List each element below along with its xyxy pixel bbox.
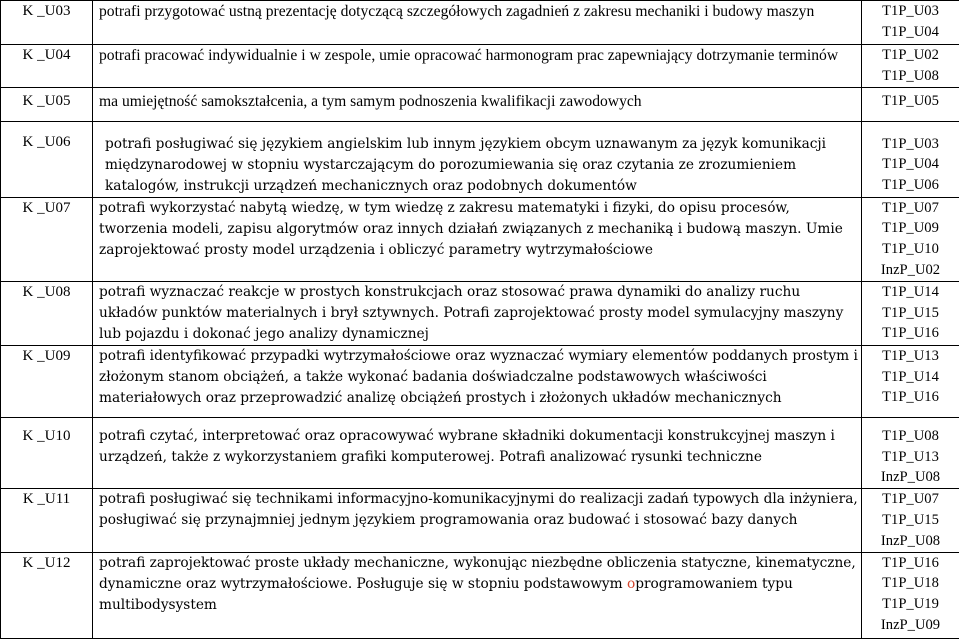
outcome-code: K _U11 — [1, 489, 93, 552]
outcome-code: K _U09 — [1, 345, 93, 417]
outcome-code: K _U04 — [1, 45, 93, 88]
outcome-refs: T1P_U08 T1P_U13 InzP_U08 — [862, 417, 959, 488]
outcome-description: potrafi wykorzystać nabytą wiedzę, w tym wiedzę z zakresu matematyki i fizyki, do opisu procesów, tworzenia modeli, zapisu algorytmów oraz innych działań związanych z mechaniką i budową maszyn. Umie zaprojektować prosty model urządzenia i obliczyć parametry wytrzymałościowe — [93, 197, 862, 281]
table-row — [1, 121, 959, 197]
table-row — [1, 489, 959, 552]
outcome-code: K _U06 — [1, 121, 93, 197]
outcome-description: potrafi czytać, interpretować oraz opracowywać wybrane składniki dokumentacji konstrukcyjnej maszyn i urządzeń, także z wykorzystaniem grafiki komputerowej. Potrafi analizować rysunki techniczne — [93, 417, 862, 488]
table-row — [1, 1, 959, 45]
outcome-description: potrafi posługiwać się technikami informacyjno-komunikacyjnymi do realizacji zadań typowych dla inżyniera, posługiwać się przynajmniej jednym językiem programowania oraz budować i stosować bazy danych — [93, 489, 862, 552]
table-row — [1, 197, 959, 281]
outcome-refs: T1P_U07 T1P_U09 T1P_U10 InzP_U02 — [862, 197, 959, 281]
outcome-description: potrafi posługiwać się językiem angielskim lub innym językiem obcym uznawanym za język komunikacji międzynarodowej w stopniu wystarczającym do porozumiewania się oraz czytania ze zrozumieniem katalogów, instrukcji urządzeń mechanicznych oraz podobnych dokumentów — [93, 121, 862, 197]
outcome-code: K _U10 — [1, 417, 93, 488]
outcome-code: K _U05 — [1, 87, 93, 121]
outcome-description: ma umiejętność samokształcenia, a tym samym podnoszenia kwalifikacji zawodowych — [93, 87, 862, 121]
table-row — [1, 345, 959, 417]
outcome-description: potrafi wyznaczać reakcje w prostych konstrukcjach oraz stosować prawa dynamiki do analizy ruchu układów punktów materialnych i brył sztywnych. Potrafi zaprojektować prosty model symulacyjny maszyny lub pojazdu i dokonać jego analizy dynamicznej — [93, 281, 862, 345]
table-row — [1, 281, 959, 345]
outcome-code: K _U08 — [1, 281, 93, 345]
table-row — [1, 87, 959, 121]
outcome-description: potrafi identyfikować przypadki wytrzymałościowe oraz wyznaczać wymiary elementów poddanych prostym i złożonym stanom obciążeń, a także wykonać badania doświadczalne podstawowych właściwości materiałowych oraz przeprowadzić analizę obciążeń prostych i złożonych układów mechanicznych — [93, 345, 862, 417]
outcome-refs: T1P_U14 T1P_U15 T1P_U16 — [862, 281, 959, 345]
table-row — [1, 45, 959, 88]
outcome-refs: T1P_U03 T1P_U04 — [862, 1, 959, 45]
outcome-description: potrafi zaprojektować proste układy mechaniczne, wykonując niezbędne obliczenia statyczne, kinematyczne, dynamiczne oraz wytrzymałościowe. Posługuje się w stopniu podstawowym oprogramowaniem typu multibodysystem — [93, 552, 862, 638]
highlighted-letter: o — [627, 576, 635, 592]
outcome-description: potrafi przygotować ustną prezentację dotyczącą szczegółowych zagadnień z zakresu mechaniki i budowy maszyn — [93, 1, 862, 45]
table-row — [1, 552, 959, 638]
outcome-code: K _U12 — [1, 552, 93, 638]
outcome-refs: T1P_U13 T1P_U14 T1P_U16 — [862, 345, 959, 417]
outcome-refs: T1P_U16 T1P_U18 T1P_U19 InzP_U09 — [862, 552, 959, 638]
outcome-refs: T1P_U02 T1P_U08 — [862, 45, 959, 88]
outcome-description: potrafi pracować indywidualnie i w zespole, umie opracować harmonogram prac zapewniający dotrzymanie terminów — [93, 45, 862, 88]
outcome-code: K _U03 — [1, 1, 93, 45]
outcome-refs: T1P_U05 — [862, 87, 959, 121]
outcome-refs: T1P_U07 T1P_U15 InzP_U08 — [862, 489, 959, 552]
outcome-refs: T1P_U03 T1P_U04 T1P_U06 — [862, 121, 959, 197]
outcome-code: K _U07 — [1, 197, 93, 281]
table-row — [1, 417, 959, 488]
